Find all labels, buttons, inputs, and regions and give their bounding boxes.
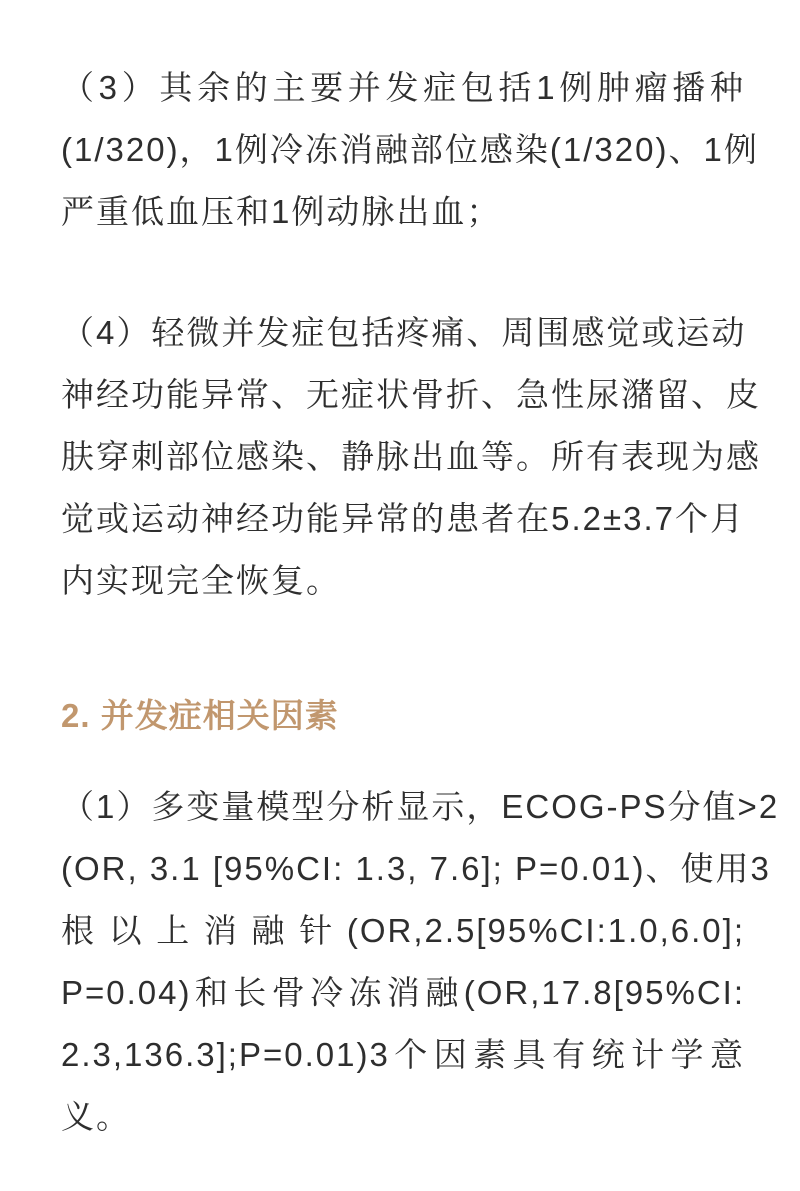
text-line: 义。 [61,1098,131,1135]
section-heading: 2. 并发症相关因素 [61,697,339,734]
paragraph-risk-factors [61,776,780,1148]
text-line: 2.3,136.3];P=0.01)3个因素具有统计学意 [61,1036,745,1073]
text-line: P=0.04)和长骨冷冻消融(OR,17.8[95%CI: [61,974,745,1011]
text-line: 严重低血压和1例动脉出血； [61,193,502,230]
text-line: (1/320)，1例冷冻消融部位感染(1/320)、1例 [61,131,759,168]
text-line: （3）其余的主要并发症包括1例肿瘤播种 [61,69,745,106]
text-line: （4）轻微并发症包括疼痛、周围感觉或运动 [61,314,747,351]
text-line: 根以上消融针(OR,2.5[95%CI:1.0,6.0]; [61,912,745,949]
text-line: 肤穿刺部位感染、静脉出血等。所有表现为感 [61,438,761,475]
text-line: 内实现完全恢复。 [61,562,341,599]
paragraph-major-complications [61,57,759,243]
paragraph-minor-complications [61,302,761,612]
text-line: (OR, 3.1 [95%CI: 1.3, 7.6]; P=0.01)、使用3 [61,850,771,887]
text-line: 觉或运动神经功能异常的患者在5.2±3.7个月 [61,500,745,537]
text-line: （1）多变量模型分析显示，ECOG-PS分值>2 [61,788,780,825]
text-line: 神经功能异常、无症状骨折、急性尿潴留、皮 [61,376,761,413]
